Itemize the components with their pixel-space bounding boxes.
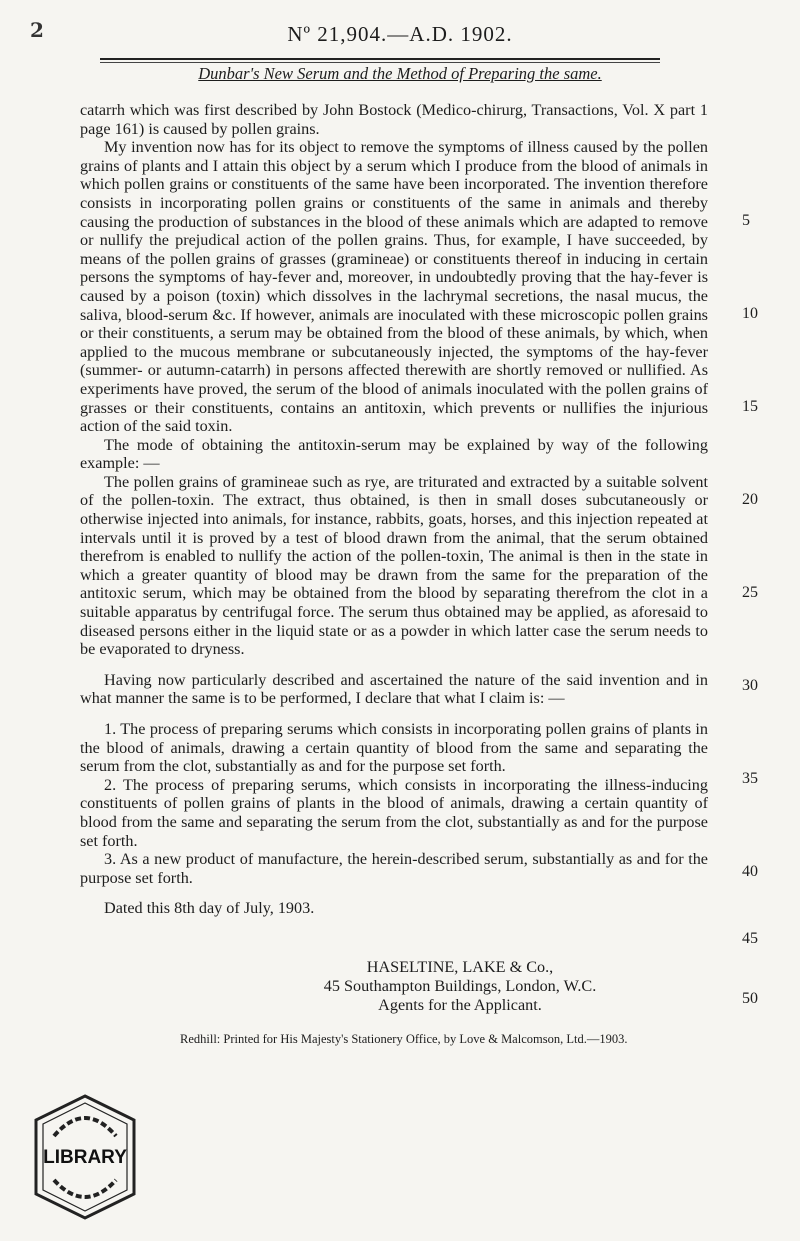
agent-role: Agents for the Applicant. (378, 996, 542, 1014)
paragraph: The mode of obtaining the antitoxin-serum may be explained by way of the following example: — (80, 435, 708, 473)
patent-number: Nº 21,904.—A.D. 1902. (287, 22, 513, 46)
stamp-label: LIBRARY (43, 1147, 127, 1168)
margin-line-numbers (742, 0, 782, 1007)
claim-item: 3. As a new product of manufacture, the herein-described serum, substantially as and for the purpose set forth. (80, 850, 708, 887)
line-number: 40 (742, 863, 758, 880)
agent-signature (250, 958, 670, 1015)
line-number: 10 (742, 305, 758, 322)
paragraph: The pollen grains of gramineae such as rye, are triturated and extracted by a suitable solvent of the pollen-toxin. The extract, thus obtained, is then in small doses subcutaneously or otherwise injected into animals, for instance, rabbits, goats, horses, and this injection repeated at intervals until it is proved by a test of blood drawn from the animal, that the serum obtained therefrom is enabled to nullify the action of the pollen-toxin, The animal is then in the state in which a greater quantity of blood may be drawn from the same for the preparation of the antitoxic serum, which may be obtained from the blood by separating therefrom the clot in a suitable apparatus by centrifugal force. The serum thus obtained may be applied, as aforesaid to diseased persons either in the liquid state or as a powder in which latter case the serum needs to be evaporated to dryness. (80, 472, 708, 659)
running-head: Dunbar's New Serum and the Method of Preparing the same. (198, 64, 602, 83)
line-number: 15 (742, 398, 758, 415)
paragraph: catarrh which was first described by John Bostock (Medico-chirurg, Transactions, Vol. X part 1 page 161) is caused by pollen grains. (80, 101, 708, 138)
stamp-bottom-arc (54, 1180, 116, 1197)
claim-item: 2. The process of preparing serums, which consists in incorporating the illness-inducing constituents of pollen grains of plants in the blood of animals, drawing a certain quantity of blood from the same and separating the serum from the clot, substantially as and for the purpose set forth. (80, 775, 708, 850)
line-number: 25 (742, 584, 758, 601)
paragraph: My invention now has for its object to remove the symptoms of illness caused by the pollen grains of plants and I attain this object by a serum which I produce from the blood of animals in which pollen grains or constituents of the same have been incorporated. The invention therefore consists in incorporating pollen grains or constituents of the same in animals and thereby causing the production of substances in the blood of these animals which are adapted to remove or nullify the prejudical action of the pollen grains. Thus, for example, I have succeeded, by means of the pollen grains of grasses (gramineae) or constituents thereof in inducing in certain persons the symptoms of hay-fever and, moreover, in undoubtedly proving that the hay-fever is caused by a poison (toxin) which dissolves in the lachrymal secretions, the nasal mucus, the saliva, blood-serum &c. If however, animals are inoculated with these microscopic pollen grains or their constituents, a serum may be obtained from the blood of these animals, by which, when applied to the mucous membrane or subcutaneously injected, the symptoms of the hay-fever (summer- or autumn-catarrh) in persons affected therewith are shortly removed or nullified. As experiments have proved, the serum of the blood of animals inoculated with the pollen grains of grasses or their constituents, contains an antitoxin, which prevents or nullifies the injurious action of the said toxin. (80, 138, 708, 436)
printer-imprint: Redhill: Printed for His Majesty's Stationery Office, by Love & Malcomson, Ltd.—1903. (180, 1032, 628, 1046)
line-number: 5 (742, 212, 750, 229)
dated-line: Dated this 8th day of July, 1903. (104, 899, 315, 918)
agent-name: HASELTINE, LAKE & Co., (366, 958, 554, 976)
claim-item: 1. The process of preparing serums which consists in incorporating pollen grains of plants in the blood of animals, drawing a certain quantity of blood from the same and separating the serum from the clot, substantially as and for the purpose set forth. (80, 720, 708, 776)
line-number: 35 (742, 770, 758, 787)
page-number: 2 (30, 18, 44, 42)
library-stamp (30, 1092, 140, 1222)
claims-intro: Having now particularly described and ascertained the nature of the said invention and in what manner the same is to be performed, I declare that what I claim is: — (80, 670, 708, 708)
line-number: 45 (742, 930, 758, 947)
line-number: 20 (742, 491, 758, 508)
header-rule-thin (100, 62, 660, 63)
stamp-top-arc (54, 1118, 116, 1136)
line-number: 30 (742, 677, 758, 694)
header-rule (100, 58, 660, 60)
body-text (80, 101, 708, 918)
line-number: 50 (742, 990, 758, 1007)
agent-address: 45 Southampton Buildings, London, W.C. (323, 977, 597, 995)
